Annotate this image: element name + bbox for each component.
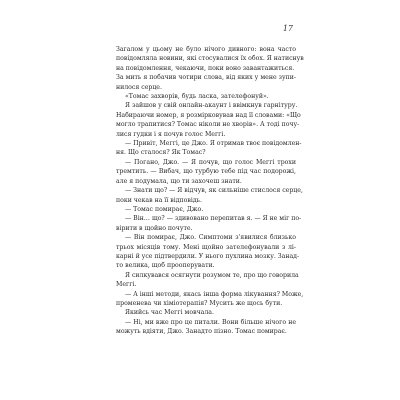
text-line: променева чи хіміотерапія? Мусить же щось бути. (116, 299, 283, 307)
text-line: могло трапитися? Томас ніколи не хворів». А тоді почу- (116, 121, 300, 129)
body-text (116, 45, 304, 337)
text-line: «Томас захворів, будь ласка, зателефонуй». (125, 93, 269, 101)
text-line: тремтить. — Вибач, що турбую тебе під час подорожі, (116, 168, 296, 176)
text-line: — Він помирає, Джо. Симптоми з'явилися близько (125, 234, 296, 242)
text-line: — Погано, Джо. — Я почув, що голос Меггі трохи (125, 158, 296, 166)
text-line: Я зайшов у свій онлайн-акаунт і ввімкнув гарнітуру. (125, 102, 298, 110)
page-number: 17 (282, 24, 293, 33)
text-line: Якийсь час Меггі мовчала. (125, 309, 214, 317)
text-line: поки чекав на її відповідь. (116, 196, 202, 204)
text-line: карні й усе підтвердили. У нього пухлина мозку. Занад- (116, 252, 300, 260)
text-line: вірити в щойно почуте. (116, 224, 193, 232)
text-line: За мить я побачив чотири слова, від яких у мене зупи- (116, 74, 296, 82)
text-line: нилося серце. (116, 83, 162, 91)
text-line: Загалом у цьому не було нічого дивного: вона часто (116, 46, 296, 53)
text-line: можуть вдіяти, Джо. Занадто пізно. Томас помирає. (116, 328, 287, 336)
text-line: трьох місяців тому. Мені щойно зателефонували з лі- (116, 243, 296, 251)
text-line: — Ні, ми вже про це питали. Вони більше нічого не (125, 318, 296, 326)
text-line: ня. Що сталося? Як Томас? (116, 149, 206, 157)
text-line: — Він… що? — здивовано перепитав я. — Я не мiг по- (125, 215, 302, 223)
text-line: Набираючи номер, я розмірковував над її словами: «Що (116, 111, 301, 119)
text-line: лися гудки і я почув голос Меггі. (116, 130, 226, 138)
text-line: то велика, щоб прооперувати. (116, 262, 215, 270)
text-line: Я силкувався осягнути розумом те, про що говорила (125, 271, 299, 279)
text-line: на повідомлення, чекаючи, поки воно завантажиться. (116, 64, 295, 72)
text-line: — Привіт, Меггі, це Джо. Я отримав твоє повідомлен- (125, 140, 302, 148)
text-line: але я подумала, що ти захочеш знати. (116, 177, 242, 185)
text-line: Меггі. (116, 281, 137, 289)
text-line: — Томас помирає, Джо. (125, 205, 204, 213)
text-line: повідомляла новини, які стосувалися їх обох. Я натиснув (116, 55, 304, 63)
text-line: — Знати що? — Я відчув, як сильніше стислося серце, (125, 187, 303, 195)
text-line: — А інші методи, якась інша форма лікування? Може, (125, 290, 304, 298)
